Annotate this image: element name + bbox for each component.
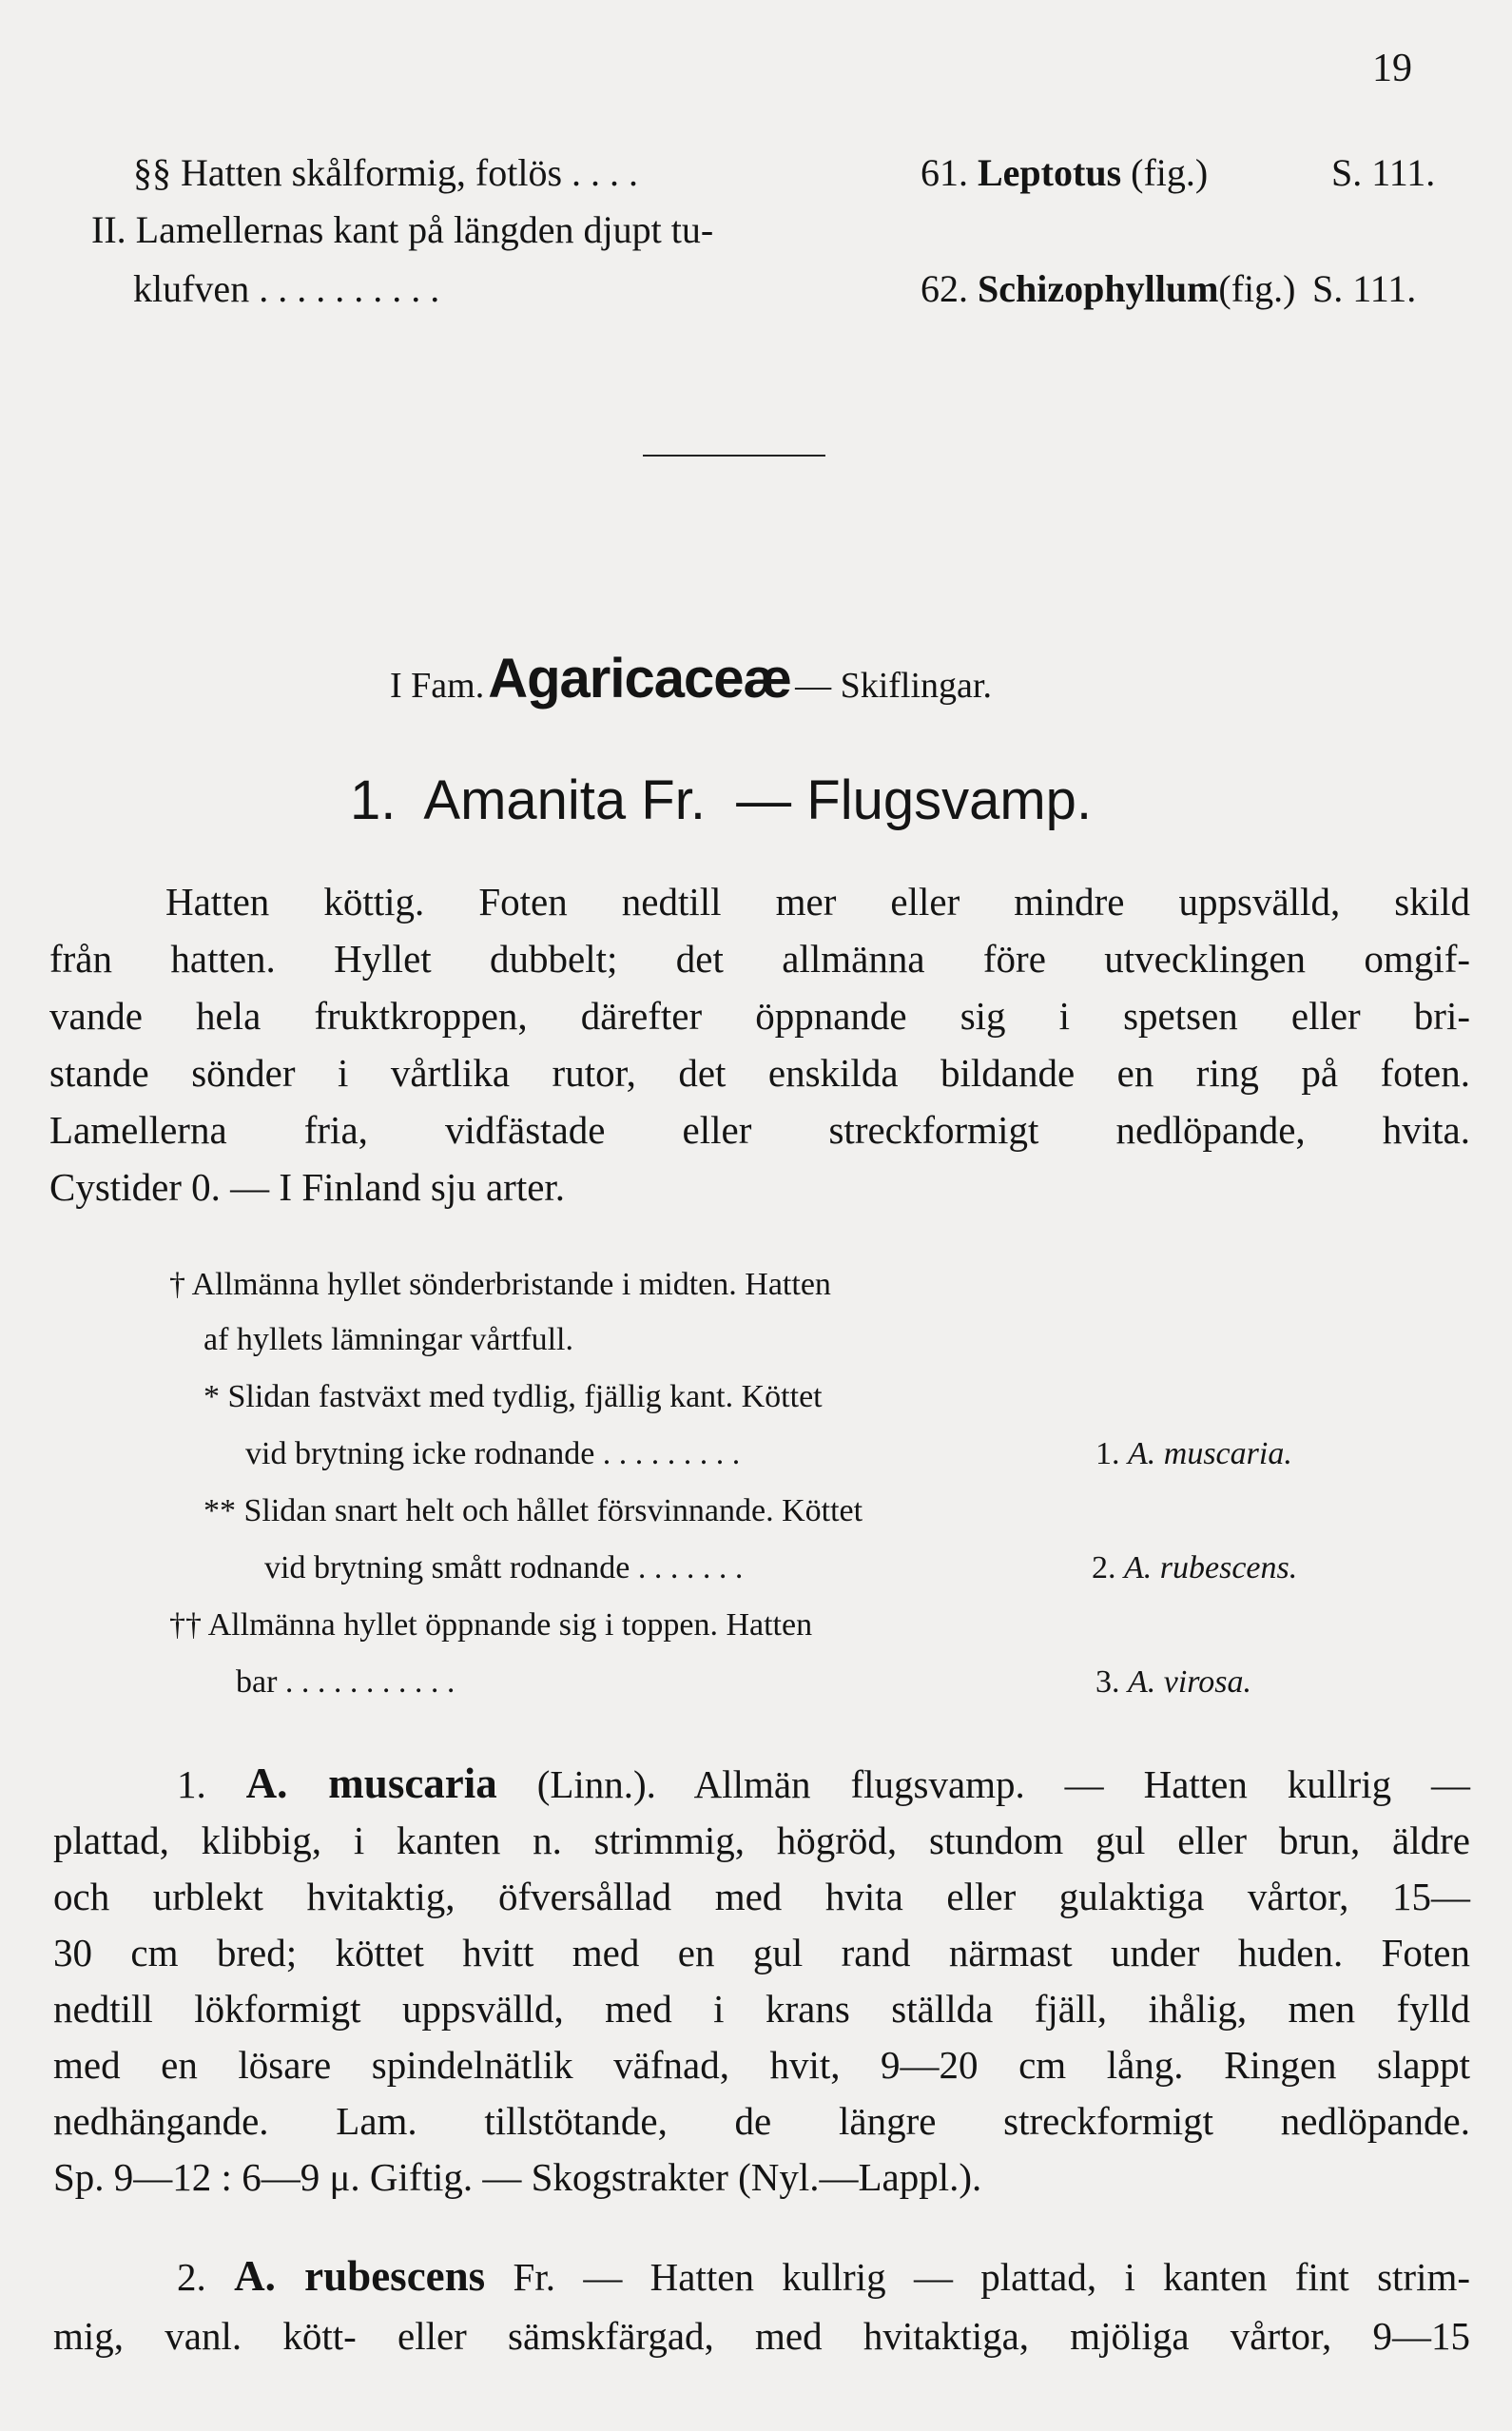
toc-row-lamellernas: II. Lamellernas kant på längden djupt tu- <box>91 208 714 251</box>
species-text: Fr. — Hatten kullrig — plattad, i kanten fint strim- <box>513 2255 1471 2299</box>
key-line: * Slidan fastväxt med tydlig, fjällig kant. Köttet <box>204 1379 823 1414</box>
species-line: plattad, klibbig, i kanten n. strimmig, högröd, stundom gul eller brun, äldre <box>53 1818 1470 1862</box>
species-first-line <box>53 2246 1470 2306</box>
key-result-species: A. rubescens. <box>1124 1550 1298 1585</box>
key-result-species: A. virosa. <box>1128 1664 1252 1700</box>
key-line <box>245 1436 740 1472</box>
species-rubescens <box>53 2246 1470 2365</box>
page-number: 19 <box>1372 47 1412 90</box>
desc-line: från hatten. Hyllet dubbelt; det allmänna före utvecklingen omgif- <box>49 937 1470 981</box>
key-result-number: 3. <box>1095 1664 1128 1700</box>
desc-line: vande hela fruktkroppen, därefter öppnande sig i spetsen eller bri- <box>49 994 1470 1038</box>
species-line: nedtill lökformigt uppsvälld, med i krans ställda fjäll, ihålig, men fylld <box>53 1987 1470 2031</box>
key-line <box>264 1550 743 1586</box>
key-result-species: A. muscaria. <box>1128 1436 1292 1471</box>
family-name: Agaricaceæ <box>488 648 792 710</box>
species-text: (Linn.). Allmän flugsvamp. — Hatten kullrig — <box>536 1762 1470 1806</box>
key-line: †† Allmänna hyllet öppnande sig i toppen. Hatten <box>169 1607 813 1643</box>
toc-row-leptotus <box>133 150 638 195</box>
family-heading <box>390 647 992 710</box>
toc-page-leptotus: S. 111. <box>1331 151 1436 194</box>
desc-line: Cystider 0. — I Finland sju arter. <box>49 1165 566 1209</box>
genus-description <box>49 873 1470 1216</box>
species-name: A. rubescens <box>234 2252 486 2300</box>
key-text: vid brytning smått rodnande . . . . . . . <box>264 1550 744 1585</box>
key-result <box>1092 1550 1297 1586</box>
key-text: vid brytning icke rodnande . . . . . . . . . <box>245 1436 741 1471</box>
species-line: 30 cm bred; köttet hvitt med en gul rand närmast under huden. Foten <box>53 1931 1470 1974</box>
key-result-number: 1. <box>1095 1436 1128 1471</box>
toc-fig: (fig.) <box>1131 151 1209 194</box>
key-result-number: 2. <box>1092 1550 1124 1585</box>
key-line <box>236 1664 455 1701</box>
species-muscaria <box>53 1756 1470 2206</box>
toc-number: 62. <box>921 267 968 310</box>
species-line: med en lösare spindelnätlik väfnad, hvit, 9—20 cm lång. Ringen slappt <box>53 2043 1470 2087</box>
species-line: mig, vanl. kött- eller sämskfärgad, med hvitaktiga, mjöliga vårtor, 9—15 <box>53 2314 1470 2358</box>
toc-entry-schizophyllum <box>921 266 1295 311</box>
toc-page-schizophyllum: S. 111. <box>1312 267 1417 310</box>
family-prefix: I Fam. <box>390 666 485 706</box>
key-text: bar . . . . . . . . . . . <box>236 1664 456 1700</box>
key-line: ** Slidan snart helt och hållet försvinnande. Köttet <box>204 1493 863 1528</box>
species-first-line <box>53 1756 1470 1813</box>
species-line: nedhängande. Lam. tillstötande, de längre streckformigt nedlöpande. <box>53 2099 1470 2143</box>
species-name: A. muscaria <box>245 1760 497 1807</box>
desc-line: Hatten köttig. Foten nedtill mer eller mindre uppsvälld, skild <box>165 880 1470 924</box>
species-number: 2. <box>177 2255 206 2299</box>
toc-genus: Leptotus <box>978 151 1122 194</box>
key-line: † Allmänna hyllet sönderbristande i midten. Hatten <box>169 1267 831 1302</box>
desc-line: Lamellerna fria, vidfästade eller streckformigt nedlöpande, hvita. <box>49 1108 1470 1152</box>
key-result <box>1095 1436 1292 1472</box>
section-divider <box>643 455 825 457</box>
desc-line: stande sönder i vårtlika rutor, det enskilda bildande en ring på foten. <box>49 1051 1470 1095</box>
toc-genus: Schizophyllum <box>978 267 1219 310</box>
toc-text: §§ Hatten skålformig, fotlös . . . . <box>133 151 639 194</box>
species-line: Sp. 9—12 : 6—9 μ. Giftig. — Skogstrakter (Nyl.—Lappl.). <box>53 2155 982 2199</box>
species-line: och urblekt hvitaktig, öfversållad med hvita eller gulaktiga vårtor, 15— <box>53 1875 1470 1918</box>
toc-fig: (fig.) <box>1218 267 1296 310</box>
key-line: af hyllets lämningar vårtfull. <box>204 1322 573 1357</box>
toc-row-schizophyllum <box>133 266 439 311</box>
toc-entry-leptotus <box>921 150 1208 195</box>
species-number: 1. <box>177 1762 206 1806</box>
toc-number: 61. <box>921 151 968 194</box>
toc-text: klufven . . . . . . . . . . <box>133 267 440 310</box>
family-suffix: — Skiflingar. <box>795 666 992 706</box>
genus-heading: 1. Amanita Fr. — Flugsvamp. <box>350 769 1093 831</box>
key-result <box>1095 1664 1251 1701</box>
